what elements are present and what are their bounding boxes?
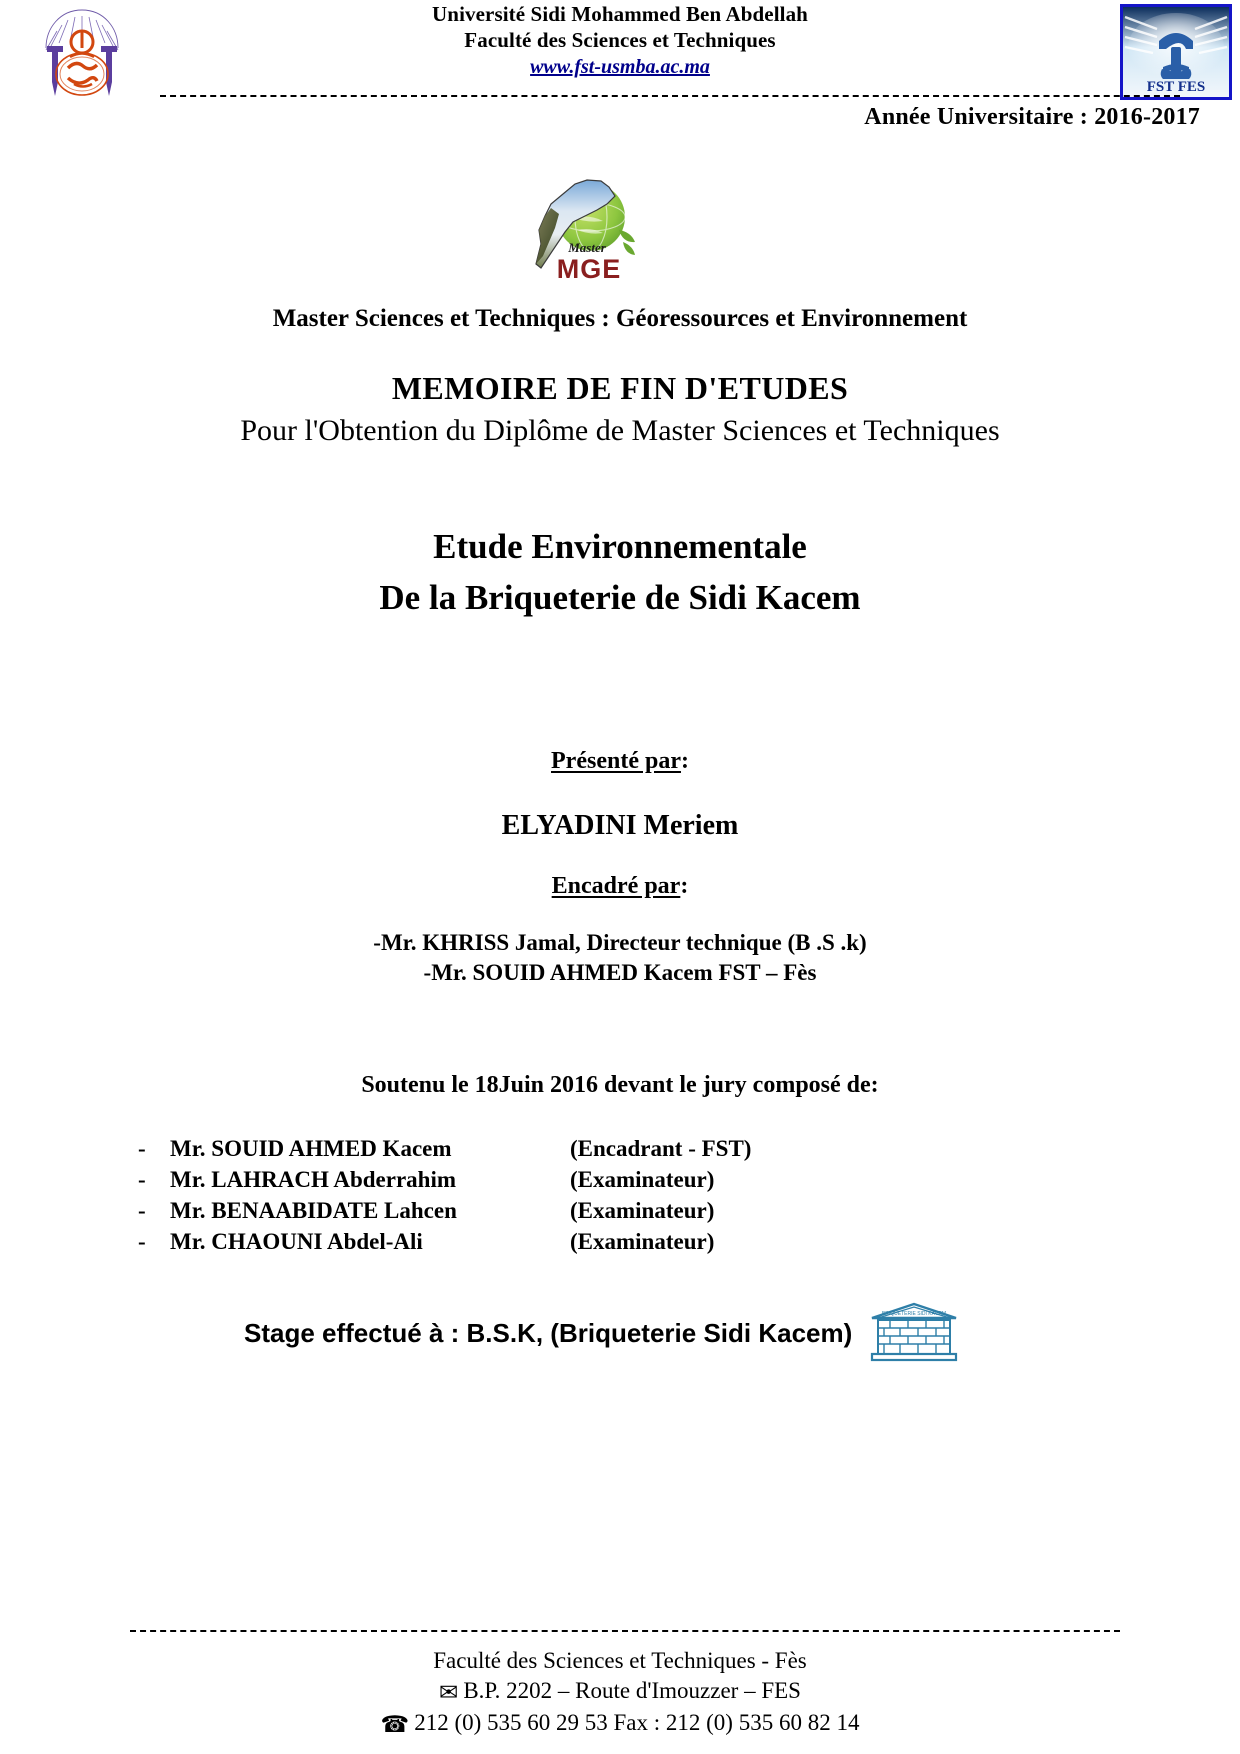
jury-member-name: Mr. LAHRACH Abderrahim xyxy=(170,1167,457,1193)
supervised-by-label: Encadré par xyxy=(551,873,681,899)
fst-fes-logo-text: FST FES xyxy=(1146,79,1206,95)
student-name: ELYADINI Meriem xyxy=(501,810,739,841)
jury-row xyxy=(138,1133,898,1164)
page-header xyxy=(0,0,1240,120)
thesis-title-line-2: De la Briqueterie de Sidi Kacem xyxy=(379,577,861,617)
jury-bullet: - xyxy=(138,1198,146,1224)
jury-row xyxy=(138,1226,898,1257)
defense-line: Soutenu le 18Juin 2016 devant le jury composé de: xyxy=(361,1072,879,1098)
internship-line: Stage effectué à : B.S.K, (Briqueterie Sidi Kacem) xyxy=(244,1318,853,1348)
academic-year: Année Universitaire : 2016-2017 xyxy=(864,104,1200,130)
footer-address-row xyxy=(0,1676,1240,1708)
fst-fes-logo xyxy=(1120,4,1232,100)
faculty-website-link[interactable]: www.fst-usmba.ac.ma xyxy=(530,56,710,79)
thesis-title xyxy=(0,522,1240,624)
master-mge-logo xyxy=(489,160,649,280)
phone-icon: ☎ xyxy=(380,1712,410,1738)
supervised-by-colon: : xyxy=(680,873,689,899)
document-subtitle: Pour l'Obtention du Diplôme de Master Sciences et Techniques xyxy=(240,414,1000,447)
mge-master-text: Master xyxy=(568,240,606,255)
header-text-block xyxy=(160,2,1080,80)
document-type-title: MEMOIRE DE FIN D'ETUDES xyxy=(391,370,849,406)
jury-member-role: (Examinateur) xyxy=(570,1167,715,1193)
header-divider xyxy=(160,95,1180,97)
jury-list xyxy=(138,1133,898,1257)
presented-by-heading xyxy=(0,748,1240,775)
mail-icon: ✉ xyxy=(439,1680,459,1706)
jury-bullet: - xyxy=(138,1136,146,1161)
supervisors-list xyxy=(0,928,1240,989)
presented-by-label: Présenté par xyxy=(551,748,681,774)
jury-row xyxy=(138,1164,898,1195)
page-footer xyxy=(0,1630,1240,1740)
mge-acronym-text: MGE xyxy=(556,254,622,280)
presented-by-colon: : xyxy=(680,748,689,774)
footer-address: B.P. 2202 – Route d'Imouzzer – FES xyxy=(463,1678,801,1704)
jury-row xyxy=(138,1195,898,1226)
thesis-title-line-1: Etude Environnementale xyxy=(433,527,807,566)
faculty-name: Faculté des Sciences et Techniques xyxy=(464,27,776,52)
usmba-seal-logo xyxy=(30,2,134,102)
brick-sign-text: BRIQUETERIE SIDI KACEM xyxy=(881,1311,947,1317)
footer-divider xyxy=(130,1630,1120,1632)
jury-member-name: Mr. BENAABIDATE Lahcen xyxy=(170,1198,457,1224)
supervised-by-heading xyxy=(0,873,1240,900)
brick-factory-icon xyxy=(868,1302,960,1364)
jury-member-role: (Examinateur) xyxy=(570,1198,715,1224)
footer-phone-row xyxy=(0,1708,1240,1740)
supervisor-item: -Mr. KHRISS Jamal, Directeur technique (B .S .k) xyxy=(373,930,867,955)
jury-member-name: Mr. CHAOUNI Abdel-Ali xyxy=(170,1229,423,1255)
master-program-line: Master Sciences et Techniques : Géoressources et Environnement xyxy=(272,305,968,332)
supervisor-item: -Mr. SOUID AHMED Kacem FST – Fès xyxy=(423,960,817,986)
jury-member-role: (Examinateur) xyxy=(570,1229,715,1255)
jury-member-name: Mr. SOUID AHMED Kacem xyxy=(170,1136,452,1161)
jury-bullet: - xyxy=(138,1229,146,1255)
university-name: Université Sidi Mohammed Ben Abdellah xyxy=(432,2,808,26)
jury-member-role: (Encadrant - FST) xyxy=(570,1136,752,1161)
footer-phone: 212 (0) 535 60 29 53 Fax : 212 (0) 535 60 82 14 xyxy=(414,1710,860,1736)
footer-faculty: Faculté des Sciences et Techniques - Fès xyxy=(433,1648,807,1674)
jury-bullet: - xyxy=(138,1167,146,1193)
